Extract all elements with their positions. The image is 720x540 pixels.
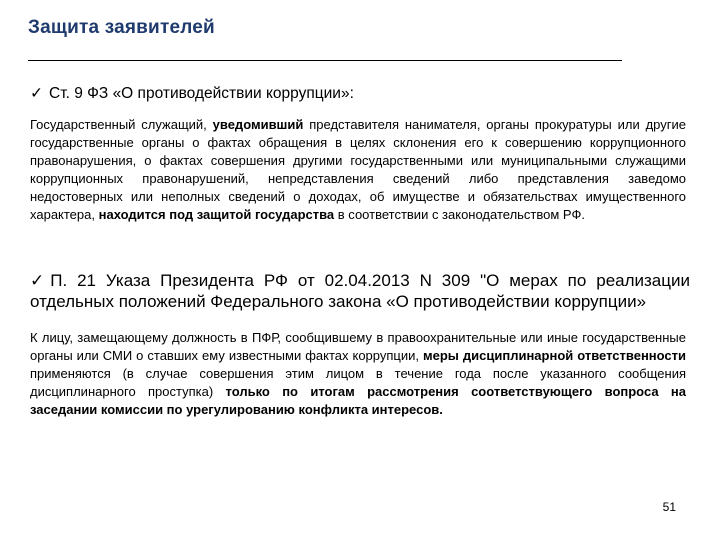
- page-number: 51: [662, 500, 676, 514]
- section2-text-1: К лицу, замещающему должность в ПФР, сообщившему в правоохранительные или иные государственные органы или СМИ о ставших ему известными фактах коррупции,: [30, 330, 686, 363]
- title-divider: [28, 60, 622, 61]
- section2-heading: [30, 270, 690, 312]
- checkmark-icon: ✓: [30, 271, 45, 290]
- section2-heading-text: П. 21 Указа Президента РФ от 02.04.2013 N 309 "О мерах по реализации отдельных положений Федерального закона «О противодействии коррупции»: [30, 271, 690, 311]
- section2-bold-2: только по итогам рассмотрения соответствующего вопроса на заседании комиссии по урегулированию конфликта интересов.: [30, 384, 686, 417]
- section1-heading-text: Ст. 9 ФЗ «О противодействии коррупции»:: [49, 85, 354, 102]
- section2-text-2: применяются (в случае совершения этим лицом в течение года после указанного сообщения дисциплинарного проступка): [30, 366, 686, 399]
- section1-bold-2: находится под защитой государства: [98, 207, 335, 222]
- section1-text-1: Государственный служащий,: [30, 117, 213, 132]
- section1-text-3: в соответствии с законодательством РФ.: [334, 207, 585, 222]
- section1-text-2: представителя нанимателя, органы прокуратуры или другие государственные органы о фактах обращения в целях склонения его к совершению коррупционного правонарушения, о фактах совершения другими государственными или муниципальными служащими коррупционных правонарушений, непредставления сведений либо представления заведомо недостоверных или неполных сведений о доходах, об имуществе и обязательствах имущественного характера,: [30, 117, 686, 222]
- section1-paragraph: [30, 116, 686, 224]
- section1-heading: [30, 84, 354, 103]
- checkmark-icon: ✓: [30, 85, 43, 102]
- section2-paragraph: [30, 329, 686, 419]
- section1-bold-1: уведомивший: [212, 117, 304, 132]
- slide-title: Защита заявителей: [28, 17, 215, 38]
- section2-bold-1: меры дисциплинарной ответственности: [423, 348, 687, 363]
